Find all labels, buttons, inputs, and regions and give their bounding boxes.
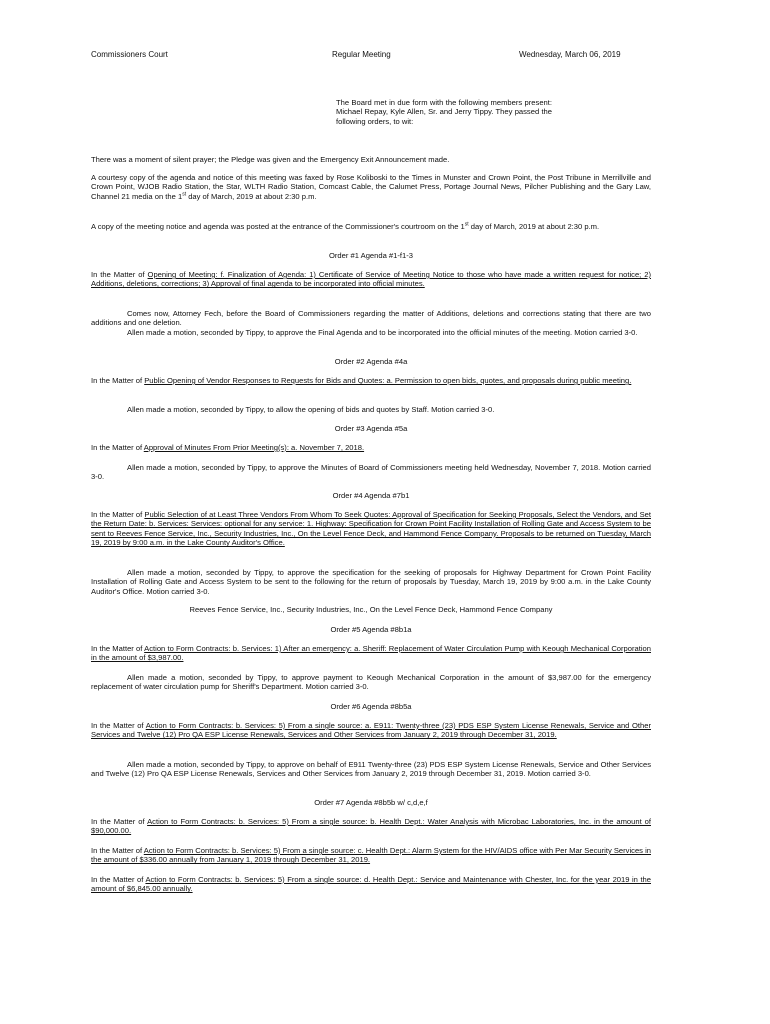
order-body: Allen made a motion, seconded by Tippy, to approve the Minutes of Board of Commissioners meeting held Wednesday, November 7, 2018. Motion carried 3-0. (91, 463, 651, 482)
order-matter: In the Matter of Action to Form Contracts: b. Services: 1) After an emergency: a. Sheriff: Replacement of Water Circulation Pump with Keough Mechanical Corporation in the amount of $3,987.00. (91, 644, 651, 663)
header-date: Wednesday, March 06, 2019 (519, 50, 621, 59)
header-court-name: Commissioners Court (91, 50, 168, 59)
order-heading: Order #4 Agenda #7b1 (332, 491, 410, 500)
header-meeting-type: Regular Meeting (332, 50, 391, 59)
prayer-text: There was a moment of silent prayer; the Pledge was given and the Emergency Exit Announcement made. (91, 155, 450, 164)
order-body: Allen made a motion, seconded by Tippy, to allow the opening of bids and quotes by Staff. Motion carried 3-0. (127, 405, 495, 414)
vendor-list: Reeves Fence Service, Inc., Security Industries, Inc., On the Level Fence Deck, Hammond Fence Company (189, 605, 553, 614)
intro-block: The Board met in due form with the following members present: Michael Repay, Kyle Allen, Sr. and Jerry Tippy. They passed the following orders, to wit: (336, 98, 552, 126)
order-matter: In the Matter of Public Opening of Vendor Responses to Requests for Bids and Quotes: a. Permission to open bids, quotes, and proposals during public meeting. (91, 376, 632, 385)
order-matter: In the Matter of Action to Form Contracts: b. Services: 5) From a single source: c. Health Dept.: Alarm System for the HIV/AIDS office with Per Mar Security Services in the amount of $336.00 annually from January 1, 2019 through December 31, 2019. (91, 846, 651, 865)
order-heading: Order #6 Agenda #8b5a (330, 702, 412, 711)
order-heading: Order #3 Agenda #5a (334, 424, 408, 433)
courtesy-paragraph: A courtesy copy of the agenda and notice of this meeting was faxed by Rose Koliboski to the Times in Munster and Crown Point, the Post Tribune in Merrillville and Crown Point, WJOB Radio Station, the Star, WLTH Radio Station, Comcast Cable, the Calumet Press, Portage Journal News, Pilcher Publishing and the Gary Law, Channel 21 media on the 1st day of March, 2019 at about 2:30 p.m. (91, 173, 651, 201)
posted-paragraph: A copy of the meeting notice and agenda was posted at the entrance of the Commissioner's courtroom on the 1st day of March, 2019 at about 2:30 p.m. (91, 221, 600, 231)
order-matter: In the Matter of Action to Form Contracts: b. Services: 5) From a single source: b. Health Dept.: Water Analysis with Microbac Laboratories, Inc. in the amount of $90,000.00. (91, 817, 651, 836)
order-matter: In the Matter of Opening of Meeting: f. Finalization of Agenda: 1) Certificate of Service of Meeting Notice to those who have made a written request for notice; 2) Additions, deletions, corrections; 3) Approval of final agenda to be incorporated into official minutes. (91, 270, 651, 289)
order-heading: Order #1 Agenda #1-f1-3 (328, 251, 413, 260)
order-heading: Order #5 Agenda #8b1a (330, 625, 412, 634)
order-body: Allen made a motion, seconded by Tippy, to approve payment to Keough Mechanical Corporation in the amount of $3,987.00 for the emergency replacement of water circulation pump for Sheriff's Department. Motion carried 3-0. (91, 673, 651, 692)
order-body: Allen made a motion, seconded by Tippy, to approve on behalf of E911 Twenty-three (23) PDS ESP System License Renewals, Service and Other Services and Twelve (12) Pro QA ESP License Renewals, Services and Other Services from January 2, 2019 through December 31, 2019. Motion carried 3-0. (91, 760, 651, 779)
order-heading: Order #2 Agenda #4a (334, 357, 408, 366)
order-matter: In the Matter of Action to Form Contracts: b. Services: 5) From a single source: a. E911: Twenty-three (23) PDS ESP System License Renewals, Service and Other Services and Twelve (12) Pro QA ESP License Renewals, Services and Other Services from January 2, 2019 through December 31, 2019. (91, 721, 651, 740)
order-body: Comes now, Attorney Fech, before the Board of Commissioners regarding the matter of Additions, deletions and corrections stating that there are two additions and one deletion. (91, 309, 651, 328)
order-matter: In the Matter of Approval of Minutes From Prior Meeting(s): a. November 7, 2018. (91, 443, 365, 452)
order-body: Allen made a motion, seconded by Tippy, to approve the specification for the seeking of proposals for Highway Department for Crown Point Facility Installation of Rolling Gate and Access System to be sent to the following for the return of proposals by Tuesday, March 19, 2019 by 9:00 a.m. in the Lake County Auditor's Office. Motion carried 3-0. (91, 568, 651, 596)
order-body: Allen made a motion, seconded by Tippy, to approve the Final Agenda and to be incorporated into the official minutes of the meeting. Motion carried 3-0. (127, 328, 638, 337)
order-matter: In the Matter of Public Selection of at Least Three Vendors From Whom To Seek Quotes: Approval of Specification for Seeking Proposals, Select the Vendors, and Set the Return Date: b. Services: Services: optional for any service: 1. Highway: Specification for Crown Point Facility Installation of Rolling Gate and Access System to be sent to Reeves Fence Service, Inc., Security Industries, Inc., On the Level Fence Deck, and Hammond Fence Company. Proposals to be returned on Tuesday, March 19, 2019 by 9:00 a.m. in the Lake County Auditor's Office. (91, 510, 651, 548)
order-matter: In the Matter of Action to Form Contracts: b. Services: 5) From a single source: d. Health Dept.: Service and Maintenance with Chester, Inc. for the year 2019 in the amount of $6,845.00 annually. (91, 875, 651, 894)
order-heading: Order #7 Agenda #8b5b w/ c,d,e,f (314, 798, 428, 807)
